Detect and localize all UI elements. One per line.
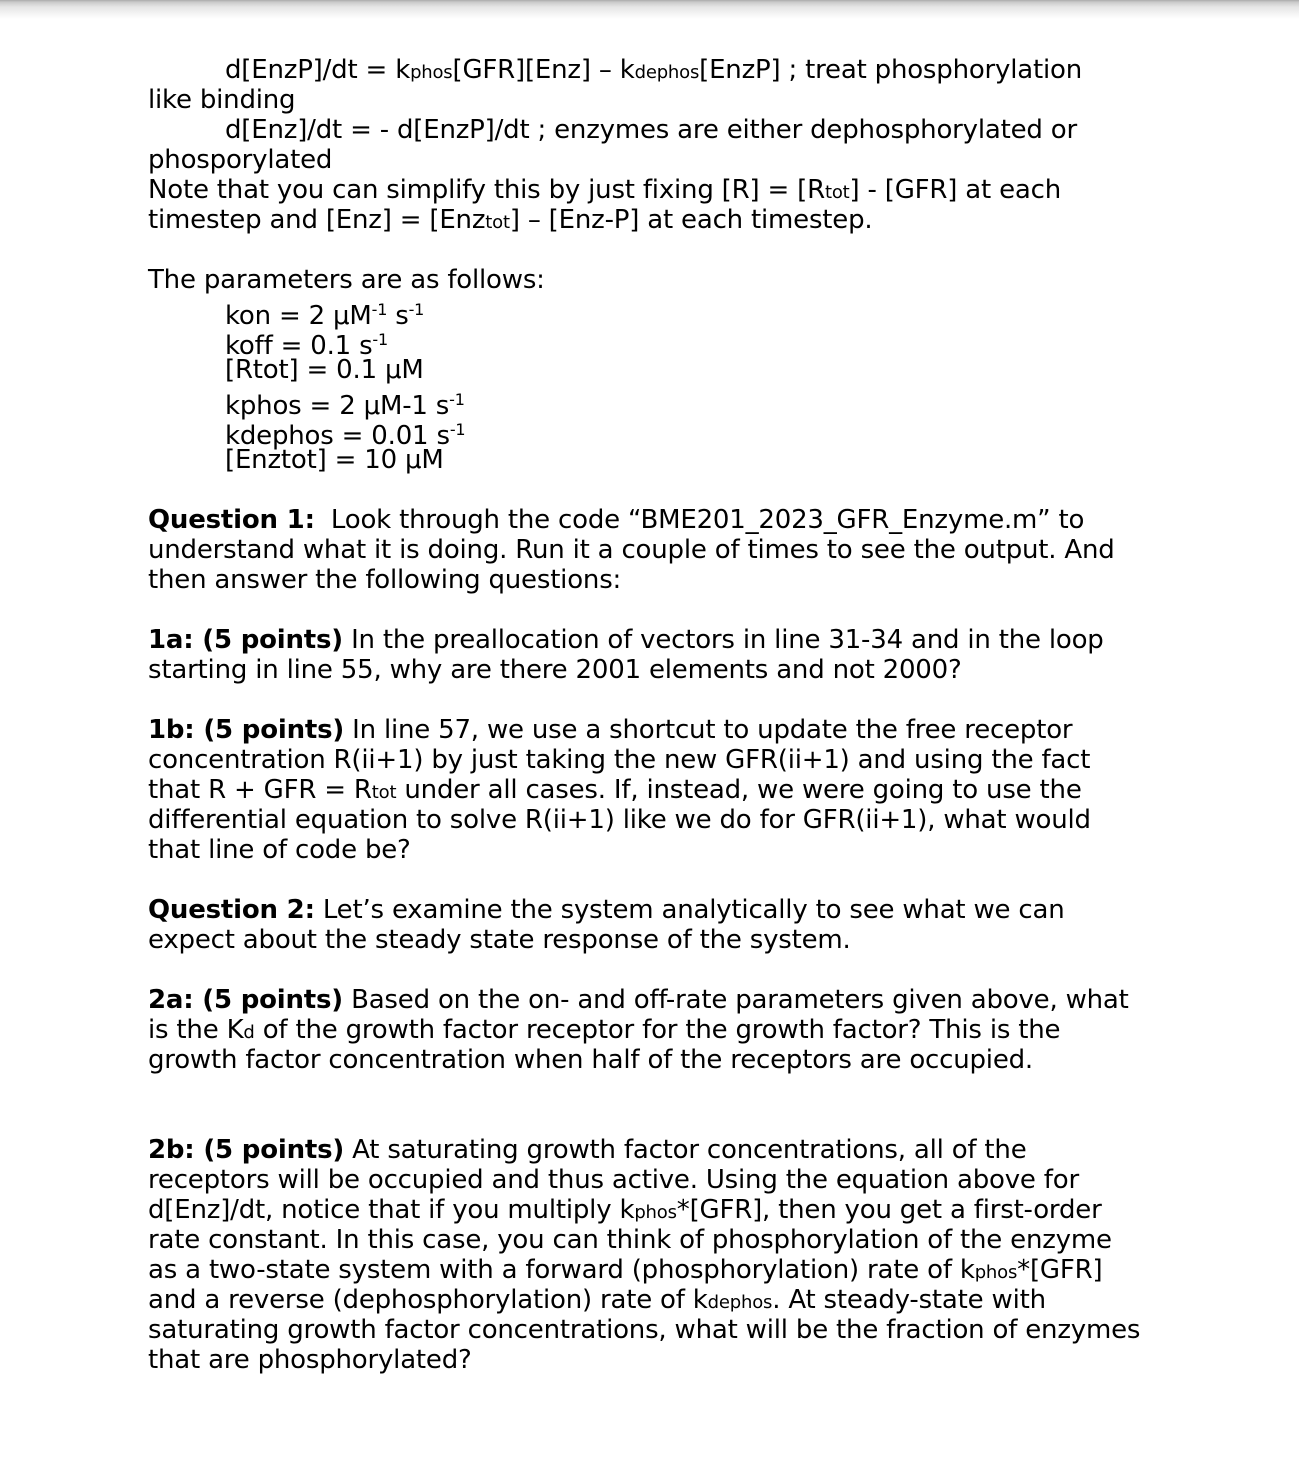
text-run: tot bbox=[824, 182, 850, 203]
text-run: -1 bbox=[408, 300, 425, 319]
text-run: timestep and [Enz] = [Enz bbox=[148, 205, 486, 235]
text-line bbox=[148, 1255, 1178, 1285]
document-body bbox=[148, 55, 1178, 1375]
blank-line bbox=[148, 595, 1178, 625]
text-run: is the K bbox=[148, 1015, 244, 1045]
text-line bbox=[148, 895, 1178, 925]
blank-line bbox=[148, 235, 1178, 265]
text-run: like binding bbox=[148, 85, 296, 115]
text-line bbox=[148, 115, 1178, 145]
text-line bbox=[148, 835, 1178, 865]
text-run: Question 1: bbox=[148, 505, 315, 535]
text-line bbox=[148, 775, 1178, 805]
text-run: of the growth factor receptor for the growth factor? This is the bbox=[254, 1015, 1061, 1045]
blank-line bbox=[148, 865, 1178, 895]
text-line bbox=[148, 415, 1178, 451]
text-line bbox=[148, 295, 1178, 331]
text-run: that line of code be? bbox=[148, 835, 411, 865]
text-run: Let’s examine the system analytically to see what we can bbox=[314, 895, 1065, 925]
text-line bbox=[148, 55, 1178, 85]
text-line bbox=[148, 1345, 1178, 1375]
text-run: -1 bbox=[449, 390, 465, 409]
text-line bbox=[148, 265, 1178, 295]
text-line bbox=[148, 175, 1178, 205]
text-run: -1 bbox=[371, 300, 388, 319]
text-line bbox=[148, 205, 1178, 235]
text-run: d bbox=[243, 1022, 255, 1043]
text-run: [GFR][Enz] – k bbox=[452, 55, 635, 85]
text-run: -1 bbox=[372, 330, 388, 349]
text-run: saturating growth factor concentrations, what will be the fraction of enzymes bbox=[148, 1315, 1141, 1345]
text-run: differential equation to solve R(ii+1) like we do for GFR(ii+1), what would bbox=[148, 805, 1091, 835]
text-run: starting in line 55, why are there 2001 elements and not 2000? bbox=[148, 655, 962, 685]
blank-line bbox=[148, 955, 1178, 985]
text-run: Note that you can simplify this by just fixing [R] = [R bbox=[148, 175, 825, 205]
text-run: *[GFR], then you get a first-order bbox=[676, 1195, 1102, 1225]
text-run: concentration R(ii+1) by just taking the new GFR(ii+1) and using the fact bbox=[148, 745, 1091, 775]
text-run: expect about the steady state response of the system. bbox=[148, 925, 851, 955]
text-run: ] – [Enz-P] at each timestep. bbox=[509, 205, 873, 235]
text-run: understand what it is doing. Run it a couple of times to see the output. And bbox=[148, 535, 1115, 565]
text-run: s bbox=[387, 301, 409, 331]
text-line bbox=[148, 445, 1178, 475]
text-run: 2b: (5 points) bbox=[148, 1135, 345, 1165]
text-line bbox=[148, 565, 1178, 595]
text-run: 2a: (5 points) bbox=[148, 985, 343, 1015]
text-run: then answer the following questions: bbox=[148, 565, 622, 595]
text-run: phos bbox=[974, 1262, 1018, 1283]
text-run: rate constant. In this case, you can think of phosphorylation of the enzyme bbox=[148, 1225, 1112, 1255]
text-line bbox=[148, 715, 1178, 745]
text-line bbox=[148, 505, 1178, 535]
text-line bbox=[148, 805, 1178, 835]
text-line bbox=[148, 1045, 1178, 1075]
text-run: *[GFR] bbox=[1017, 1255, 1103, 1285]
text-run: Question 2: bbox=[148, 895, 315, 925]
text-run: that are phosphorylated? bbox=[148, 1345, 472, 1375]
text-run: 1b: (5 points) bbox=[148, 715, 345, 745]
text-run: 1a: (5 points) bbox=[148, 625, 343, 655]
text-line bbox=[148, 985, 1178, 1015]
text-run: Look through the code “BME201_2023_GFR_Enzyme.m” to bbox=[314, 505, 1085, 535]
text-line bbox=[148, 1135, 1178, 1165]
blank-line bbox=[148, 1075, 1178, 1105]
text-run: receptors will be occupied and thus active. Using the equation above for bbox=[148, 1165, 1079, 1195]
text-run: growth factor concentration when half of the receptors are occupied. bbox=[148, 1045, 1033, 1075]
text-line bbox=[148, 1015, 1178, 1045]
text-run: as a two-state system with a forward (phosphorylation) rate of k bbox=[148, 1255, 975, 1285]
text-run: Based on the on- and off-rate parameters given above, what bbox=[343, 985, 1129, 1015]
text-run: -1 bbox=[449, 420, 466, 439]
text-run: . At steady-state with bbox=[772, 1285, 1046, 1315]
text-run: d[Enz]/dt, notice that if you multiply k bbox=[148, 1195, 635, 1225]
text-run: and a reverse (dephosphorylation) rate of k bbox=[148, 1285, 708, 1315]
text-run: [Rtot] = 0.1 μM bbox=[225, 355, 424, 385]
text-run: ] - [GFR] at each bbox=[849, 175, 1061, 205]
blank-line bbox=[148, 1105, 1178, 1135]
text-line bbox=[148, 325, 1178, 361]
text-run: kdephos = 0.01 s bbox=[225, 421, 450, 451]
text-run: In line 57, we use a shortcut to update the free receptor bbox=[344, 715, 1073, 745]
text-run: phosporylated bbox=[148, 145, 333, 175]
text-run: kphos = 2 μM-1 s bbox=[225, 391, 450, 421]
text-line bbox=[148, 355, 1178, 385]
text-line bbox=[148, 85, 1178, 115]
text-line bbox=[148, 625, 1178, 655]
text-run: kon = 2 μM bbox=[225, 301, 372, 331]
text-run: d[Enz]/dt = - d[EnzP]/dt ; enzymes are either dephosphorylated or bbox=[225, 115, 1077, 145]
text-line bbox=[148, 925, 1178, 955]
text-run: tot bbox=[371, 782, 397, 803]
text-run: koff = 0.1 s bbox=[225, 331, 373, 361]
text-run: tot bbox=[485, 212, 510, 233]
text-run: phos bbox=[634, 1202, 677, 1223]
text-run: [Enztot] = 10 μM bbox=[225, 445, 444, 475]
text-run: [EnzP] ; treat phosphorylation bbox=[699, 55, 1082, 85]
text-line bbox=[148, 655, 1178, 685]
text-run: d[EnzP]/dt = k bbox=[225, 55, 411, 85]
text-run: At saturating growth factor concentrations, all of the bbox=[344, 1135, 1027, 1165]
text-run: phos bbox=[410, 62, 453, 83]
text-line bbox=[148, 145, 1178, 175]
page-top-shadow bbox=[0, 0, 1299, 20]
text-run: dephos bbox=[707, 1292, 773, 1313]
text-line bbox=[148, 385, 1178, 421]
text-run: that R + GFR = R bbox=[148, 775, 372, 805]
text-run: The parameters are as follows: bbox=[148, 265, 545, 295]
text-run: In the preallocation of vectors in line 31-34 and in the loop bbox=[343, 625, 1104, 655]
text-line bbox=[148, 745, 1178, 775]
text-run: dephos bbox=[634, 62, 700, 83]
text-line bbox=[148, 1195, 1178, 1225]
text-line bbox=[148, 1285, 1178, 1315]
text-line bbox=[148, 1165, 1178, 1195]
blank-line bbox=[148, 475, 1178, 505]
text-run: under all cases. If, instead, we were going to use the bbox=[396, 775, 1082, 805]
text-line bbox=[148, 1225, 1178, 1255]
blank-line bbox=[148, 685, 1178, 715]
text-line bbox=[148, 535, 1178, 565]
text-line bbox=[148, 1315, 1178, 1345]
